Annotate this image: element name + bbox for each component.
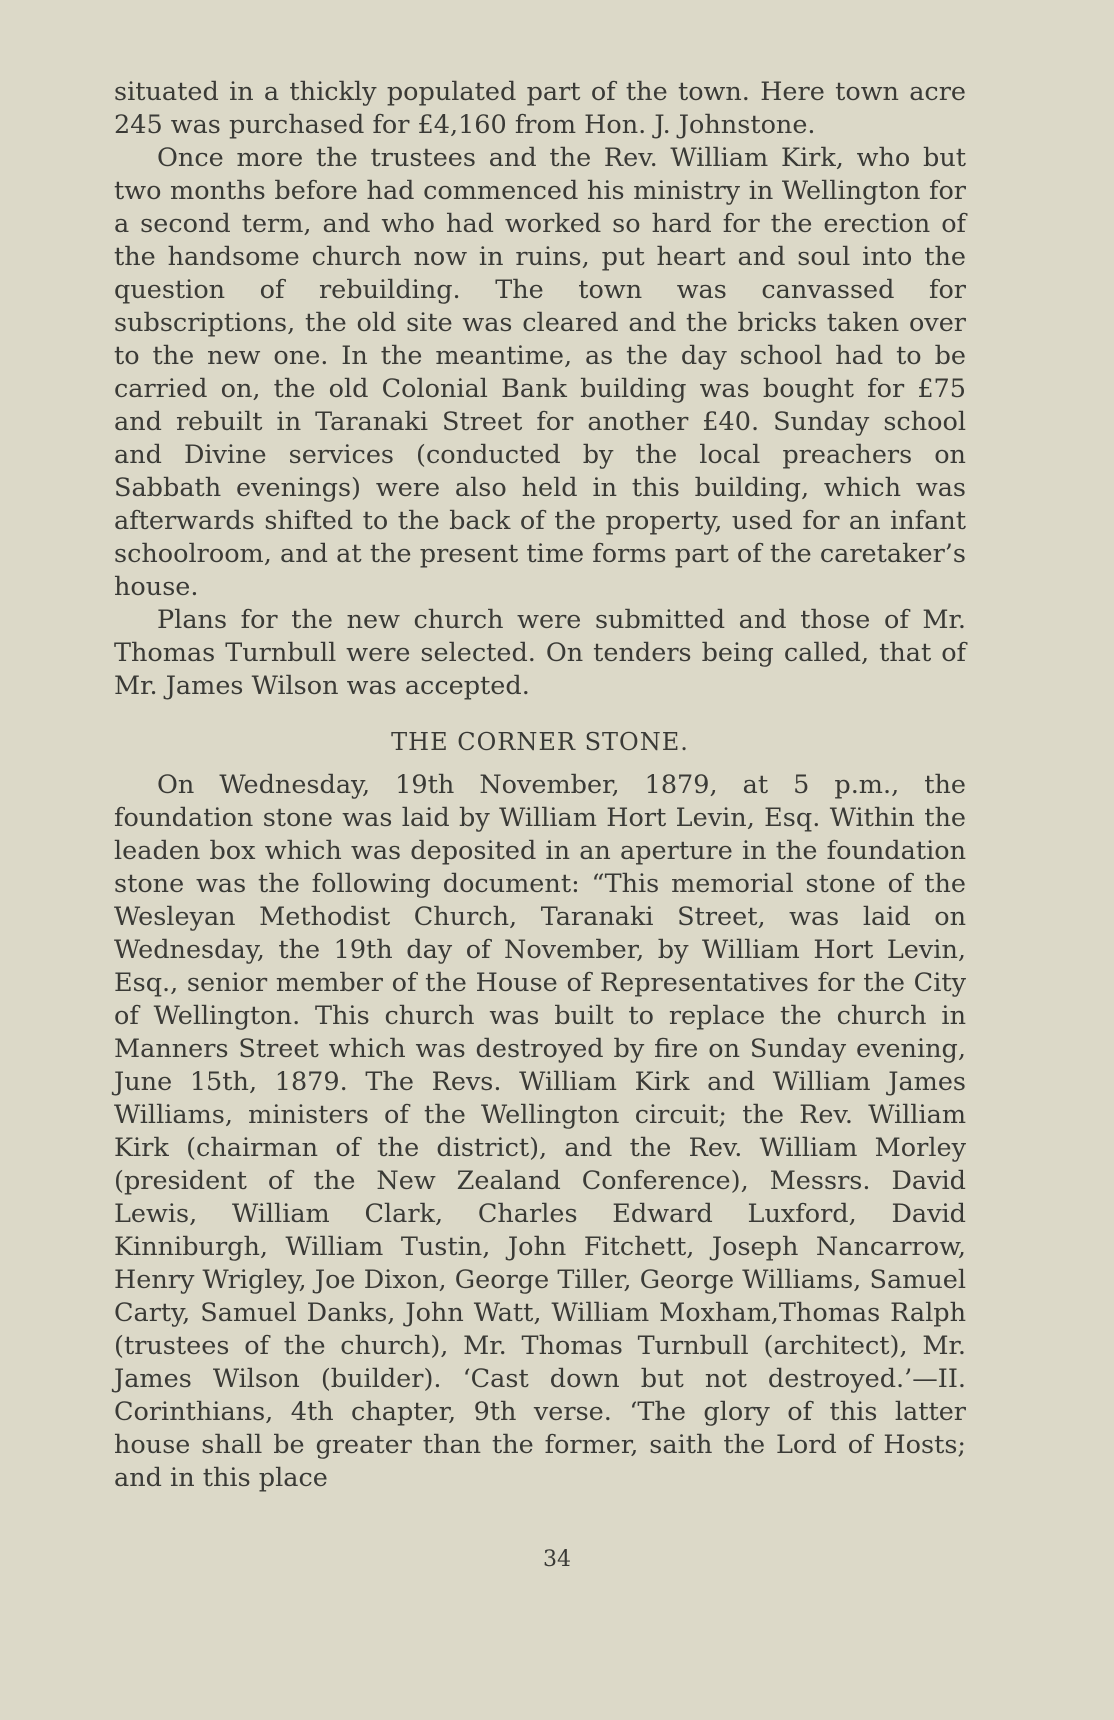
- section-heading: THE CORNER STONE.: [391, 728, 689, 756]
- paragraph-4: On Wednesday, 19th November, 1879, at 5 p.m., the foundation stone was laid by William Hort Levin, Esq. Within the leaden box which was deposited in an aperture in the foundation stone was the following document: “This memorial stone of the Wesleyan Methodist Church, Taranaki Street, was laid on Wednesday, the 19th day of November, by William Hort Levin, Esq., senior member of the House of Representatives for the City of Wellington. This church was built to replace the church in Manners Street which was destroyed by fire on Sunday evening, June 15th, 1879. The Revs. William Kirk and William James Williams, ministers of the Wellington circuit; the Rev. William Kirk (chairman of the district), and the Rev. William Morley (president of the New Zealand Conference), Messrs. David Lewis, William Clark, Charles Edward Luxford, David Kinniburgh, William Tustin, John Fitchett, Joseph Nancarrow, Henry Wrigley, Joe Dixon, George Tiller, George Williams, Samuel Carty, Samuel Danks, John Watt, William Moxham,Thomas Ralph (trustees of the church), Mr. Thomas Turnbull (architect), Mr. James Wilson (builder). ‘Cast down but not destroyed.’—II. Corinthians, 4th chapter, 9th verse. ‘The glory of this latter house shall be greater than the former, saith the Lord of Hosts; and in this place: [114, 770, 966, 1493]
- paragraph-1: situated in a thickly populated part of the town. Here town acre 245 was purchased for £4,160 from Hon. J. Johnstone.: [114, 77, 966, 140]
- paragraph-2: Once more the trustees and the Rev. William Kirk, who but two months before had commenced his ministry in Wellington for a second term, and who had worked so hard for the erection of the handsome church now in ruins, put heart and soul into the question of rebuilding. The town was canvassed for subscriptions, the old site was cleared and the bricks taken over to the new one. In the meantime, as the day school had to be carried on, the old Colonial Bank building was bought for £75 and rebuilt in Taranaki Street for another £40. Sunday school and Divine services (conducted by the local preachers on Sabbath evenings) were also held in this building, which was afterwards shifted to the back of the property, used for an infant schoolroom, and at the present time forms part of the caretaker’s house.: [114, 143, 966, 602]
- page-number: 34: [543, 1547, 571, 1572]
- body-text: [114, 76, 966, 1495]
- paragraph-3: Plans for the new church were submitted and those of Mr. Thomas Turnbull were selected. On tenders being called, that of Mr. James Wilson was accepted.: [114, 605, 966, 701]
